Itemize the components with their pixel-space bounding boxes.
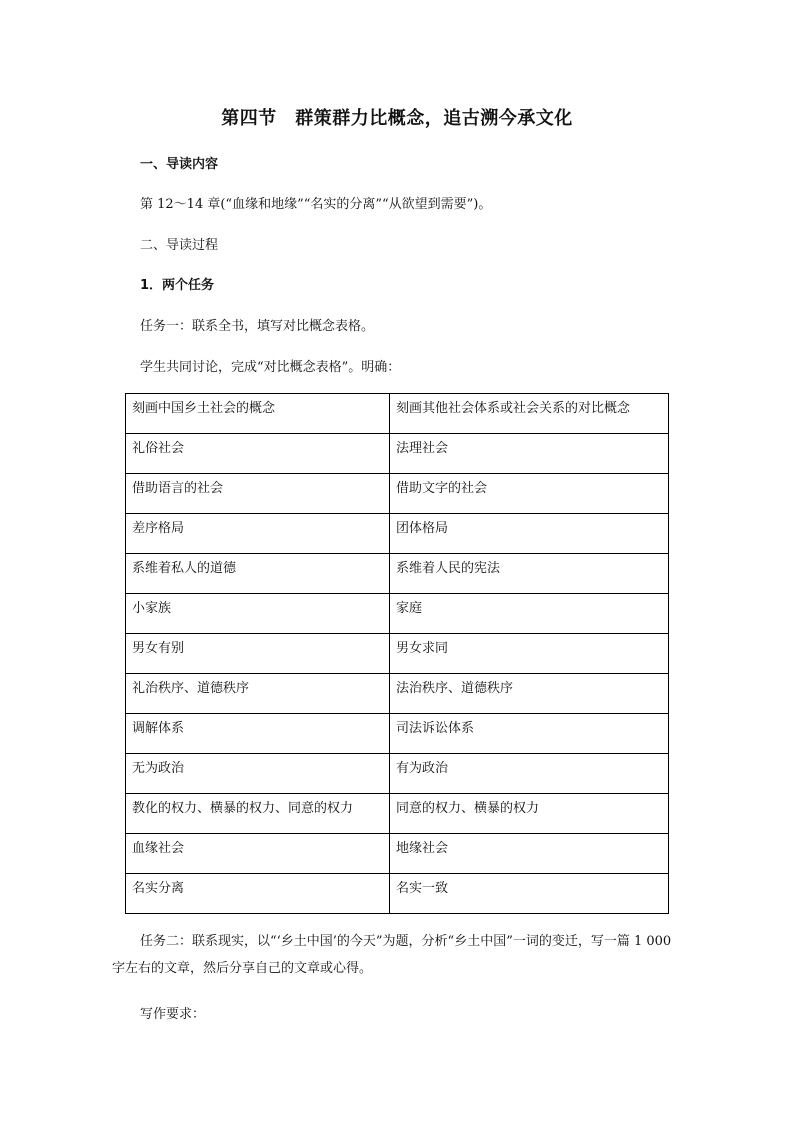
- table-cell: 团体格局: [390, 514, 669, 554]
- page-title: 第四节 群策群力比概念，追古溯今承文化: [221, 108, 573, 129]
- table-cell: 同意的权力、横暴的权力: [390, 794, 669, 834]
- table-row: [126, 434, 669, 474]
- table-cell: 调解体系: [126, 714, 390, 754]
- table-cell: 男女求同: [390, 634, 669, 674]
- table-cell: 礼俗社会: [126, 434, 390, 474]
- table-row: [126, 674, 669, 714]
- table-cell: 教化的权力、横暴的权力、同意的权力: [126, 794, 390, 834]
- table-cell: 差序格局: [126, 514, 390, 554]
- writing-requirements: 写作要求：: [140, 1007, 206, 1022]
- table-row: [126, 394, 669, 434]
- table-row: [126, 594, 669, 634]
- table-cell: 刻画其他社会体系或社会关系的对比概念: [390, 394, 669, 434]
- table-row: [126, 554, 669, 594]
- table-row: [126, 794, 669, 834]
- table-cell: 礼治秩序、道德秩序: [126, 674, 390, 714]
- table-row: [126, 754, 669, 794]
- table-row: [126, 874, 669, 914]
- table-cell: 借助语言的社会: [126, 474, 390, 514]
- task-two: [112, 928, 672, 982]
- table-cell: 有为政治: [390, 754, 669, 794]
- section-heading-reading-process: 二、导读过程: [140, 238, 219, 253]
- table-cell: 法治秩序、道德秩序: [390, 674, 669, 714]
- table-row: [126, 514, 669, 554]
- table-cell: 家庭: [390, 594, 669, 634]
- table-cell: 司法诉讼体系: [390, 714, 669, 754]
- reading-scope: 第 12～14 章(“血缘和地缘”“名实的分离”“从欲望到需要”)。: [140, 197, 492, 212]
- table-row: [126, 834, 669, 874]
- task-two-text: 任务二：联系现实，以“‘乡土中国’的今天”为题，分析“乡土中国”一词的变迁，写一篇 1 000 字左右的文章，然后分享自己的文章或心得。: [112, 934, 672, 976]
- table-row: [126, 714, 669, 754]
- task-one: 任务一：联系全书，填写对比概念表格。: [140, 319, 375, 334]
- section-heading-reading-content: 一、导读内容: [140, 157, 219, 172]
- table-cell: 男女有别: [126, 634, 390, 674]
- table-cell: 系维着人民的宪法: [390, 554, 669, 594]
- table-cell: 名实一致: [390, 874, 669, 914]
- table-cell: 法理社会: [390, 434, 669, 474]
- subsection-heading-two-tasks: 1．两个任务: [140, 278, 215, 293]
- table-cell: 无为政治: [126, 754, 390, 794]
- table-cell: 借助文字的社会: [390, 474, 669, 514]
- table-cell: 血缘社会: [126, 834, 390, 874]
- table-cell: 名实分离: [126, 874, 390, 914]
- table-cell: 小家族: [126, 594, 390, 634]
- task-one-note: 学生共同讨论，完成“对比概念表格”。明确：: [140, 360, 401, 375]
- table-cell: 刻画中国乡土社会的概念: [126, 394, 390, 434]
- table-cell: 系维着私人的道德: [126, 554, 390, 594]
- table-cell: 地缘社会: [390, 834, 669, 874]
- table-row: [126, 474, 669, 514]
- comparison-concept-table: [125, 393, 669, 914]
- table-row: [126, 634, 669, 674]
